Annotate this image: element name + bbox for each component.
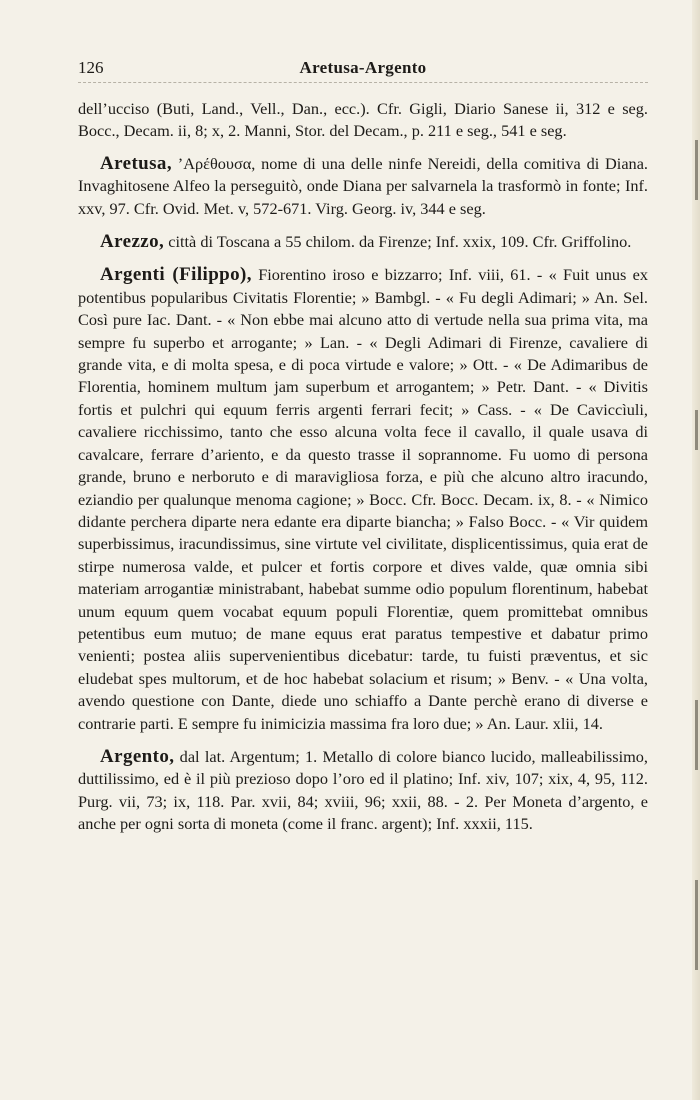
page-edge: [692, 0, 700, 1100]
header-rule: [78, 82, 648, 83]
page-number: 126: [78, 58, 104, 77]
page-edge-mark: [695, 140, 698, 200]
page-edge-mark: [695, 880, 698, 970]
page-edge-mark: [695, 700, 698, 770]
entry-headword: Argenti (Filippo),: [100, 264, 252, 286]
entry-text: dell’ucciso (Buti, Land., Vell., Dan., ecc.). Cfr. Gigli, Diario Sanese ii, 312 e seg. Bocc., Decam. ii, 8; x, 2. Manni, Stor. del Decam., p. 211 e seg., 541 e seg.: [78, 99, 648, 141]
page-edge-mark: [695, 410, 698, 450]
entry-arezzo: [78, 231, 648, 253]
dictionary-entries: [78, 98, 648, 836]
entry-continuation: [78, 98, 648, 143]
book-page: [78, 52, 648, 847]
entry-headword: Aretusa,: [100, 152, 172, 174]
entry-headword: Arezzo,: [100, 231, 165, 253]
running-title: Aretusa-Argento: [299, 58, 427, 77]
entry-text: Fiorentino iroso e bizzarro; Inf. viii, 61. - « Fuit unus ex potentibus popularibus Civitatis Florentie; » Bambgl. - « Fu degli Adimari; » An. Sel. Così pure Iac. Dant. - « Non ebbe mai alcuno atto di vertude nella sua prima vita, ma sempre fu superbo et arrogante; » Lan. - « Degli Adimari di Firenze, cavaliere di grande vita, e di molta spesa, e di poca virtude e valore; » Ott. - « De Adimaribus de Florentia, hominem multum jam superbum et arrogantem; » Petr. Dant. - « Divitis fortis et pulchri qui equum ferris argenti ferrari fecit; » Cass. - « De Caviccìuli, cavaliere ricchissimo, tanto che esso alcuna volta fece il cavallo, il quale usava di cavalcare, ferrare d’ariento, e da questo trasse il soprannome. Fu uomo di persona grande, bruno e nerboruto e di maravigliosa forza, e più che alcuno altro iracundo, eziandio per qualunque menoma cagione; » Bocc. Cfr. Bocc. Decam. ix, 8. - « Nimico didante perchera diparte nera edante era diparte biancha; » Falso Bocc. - « Vir quidem superbissimus, iracundissimus, sine virtute vel civilitate, displicentissimus, quia erat de stirpe numerosa valde, et pulcer et fortis corpore et dives valde, quæ omnia sibi materiam arrogantiæ ministrabant, habebat summe odio populum florentinum, habebat unum equum quem vocabat equum populi Florentiæ, quem promittebat omnibus petentibus eum mutuo; de mane equus erat paratus tempestive et dabatur primo venienti; postea aliis supervenientibus dicebatur: tarde, tu fuisti præventus, et sic eludebat spes multorum, et de hoc habebat solacium et risum; » Benv. - « Una volta, avendo questione con Dante, diede uno schiaffo a Dante perchè erano di diverse e contrarie parti. E sempre fu inimicizia massima fra loro due; » An. Laur. xlii, 14.: [78, 265, 648, 733]
entry-aretusa: [78, 153, 648, 220]
entry-argento: [78, 746, 648, 836]
running-head: [78, 52, 648, 80]
entry-headword: Argento,: [100, 745, 175, 767]
entry-text: città di Toscana a 55 chilom. da Firenze; Inf. xxix, 109. Cfr. Griffolino.: [164, 232, 632, 252]
entry-argenti: [78, 264, 648, 735]
entry-text: ’Αρέθουσα, nome di una delle ninfe Nereidi, della comitiva di Diana. Invaghitosene Alfeo la perseguitò, onde Diana per salvarnela la trasformò in fonte; Inf. xxv, 97. Cfr. Ovid. Met. v, 572-671. Virg. Georg. iv, 344 e seg.: [78, 153, 648, 218]
entry-text: dal lat. Argentum; 1. Metallo di colore bianco lucido, malleabilissimo, duttilissimo, ed è il più prezioso dopo l’oro ed il platino; Inf. xiv, 107; xix, 4, 95, 112. Purg. vii, 73; ix, 118. Par. xvii, 84; xviii, 96; xxii, 88. - 2. Per Moneta d’argento, e anche per ogni sorta di moneta (come il franc. argent); Inf. xxxii, 115.: [78, 746, 648, 834]
